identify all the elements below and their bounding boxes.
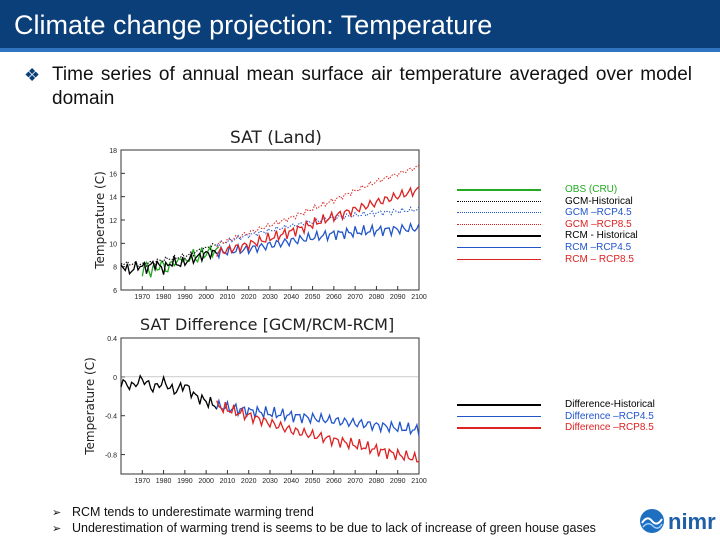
bullet-text: Time series of annual mean surface air temperature averaged over model domain <box>52 64 692 109</box>
y-axis-label: Temperature (C) <box>93 171 107 269</box>
legend-label: Difference –RCP4.5 <box>565 410 654 422</box>
y-tick-label: 12 <box>109 218 117 225</box>
slide-title: Climate change projection: Temperature <box>14 10 493 40</box>
y-tick-label: 14 <box>109 194 117 202</box>
legend-label: GCM –RCP4.5 <box>565 207 632 219</box>
y-tick-label: 0 <box>113 374 117 382</box>
y-tick-label: 8 <box>113 264 117 272</box>
legend-swatch <box>457 189 541 191</box>
x-tick-label: 1980 <box>155 478 172 485</box>
x-tick-label: 2100 <box>411 478 427 485</box>
x-tick-label: 2080 <box>368 294 385 301</box>
diamond-bullet-icon: ❖ <box>24 65 41 85</box>
legend-swatch <box>457 416 541 418</box>
legend-swatch <box>457 427 541 429</box>
x-tick-label: 2030 <box>262 294 278 301</box>
x-tick-label: 2020 <box>240 478 257 485</box>
logo-text: nimr <box>668 509 716 534</box>
nimr-logo <box>634 505 720 540</box>
legend-swatch <box>457 224 541 225</box>
x-tick-label: 2050 <box>304 478 321 485</box>
legend-swatch <box>457 404 541 406</box>
x-tick-label: 1990 <box>177 294 193 301</box>
chart-title: SAT Difference [GCM/RCM-RCM] <box>140 315 395 334</box>
x-tick-label: 2000 <box>198 478 214 485</box>
x-tick-label: 1990 <box>177 478 193 485</box>
x-tick-label: 2080 <box>368 478 385 485</box>
note-text: RCM tends to underestimate warming trend <box>72 505 314 519</box>
legend-label: OBS (CRU) <box>565 184 618 195</box>
y-tick-label: -0.8 <box>104 452 117 460</box>
x-tick-label: 2040 <box>283 294 300 301</box>
note-text: Underestimation of warming trend is seems to be due to lack of increase of green house gases <box>72 521 596 535</box>
legend-swatch <box>457 247 541 249</box>
y-tick-label: 18 <box>109 148 117 155</box>
x-tick-label: 2010 <box>219 294 236 301</box>
x-tick-label: 2070 <box>347 294 363 301</box>
chart-title: SAT (Land) <box>230 128 322 148</box>
x-tick-label: 2020 <box>240 294 257 301</box>
x-tick-label: 2000 <box>198 294 214 301</box>
y-tick-label: 16 <box>109 171 117 179</box>
legend-label: GCM –RCP8.5 <box>565 218 632 230</box>
x-tick-label: 2050 <box>304 294 321 301</box>
y-tick-label: 0.4 <box>107 336 117 343</box>
plot-frame <box>121 338 419 474</box>
legend-label: GCM-Historical <box>565 195 633 207</box>
nimr-logo-icon <box>634 505 720 540</box>
x-tick-label: 1970 <box>134 478 151 485</box>
y-tick-label: 6 <box>113 288 117 295</box>
notes-list <box>52 505 596 537</box>
x-tick-label: 1980 <box>155 294 172 301</box>
y-tick-label: -0.4 <box>104 413 117 421</box>
legend-label: Difference –RCP8.5 <box>565 422 654 434</box>
legend-swatch <box>457 259 541 261</box>
legend-swatch <box>457 212 541 213</box>
legend-label: Difference-Historical <box>565 399 655 410</box>
note-item <box>52 505 596 521</box>
note-item <box>52 521 596 537</box>
y-tick-label: 10 <box>109 241 117 249</box>
legend-swatch <box>457 201 541 202</box>
x-tick-label: 2010 <box>219 478 236 485</box>
x-tick-label: 2060 <box>326 478 342 485</box>
x-tick-label: 2090 <box>389 478 406 485</box>
x-tick-label: 2040 <box>283 478 300 485</box>
x-tick-label: 2070 <box>347 478 363 485</box>
x-tick-label: 2090 <box>389 294 406 301</box>
arrow-bullet-icon: ➢ <box>52 523 62 535</box>
legend-label: RCM –RCP4.5 <box>565 241 632 253</box>
x-tick-label: 2100 <box>411 294 427 301</box>
x-tick-label: 2060 <box>326 294 342 301</box>
legend-label: RCM - Historical <box>565 230 638 242</box>
legend-label: RCM – RCP8.5 <box>565 253 634 265</box>
x-tick-label: 1970 <box>134 294 151 301</box>
y-axis-label: Temperature (C) <box>83 357 97 455</box>
arrow-bullet-icon: ➢ <box>52 507 62 519</box>
legend-swatch <box>457 235 541 237</box>
x-tick-label: 2030 <box>262 478 278 485</box>
